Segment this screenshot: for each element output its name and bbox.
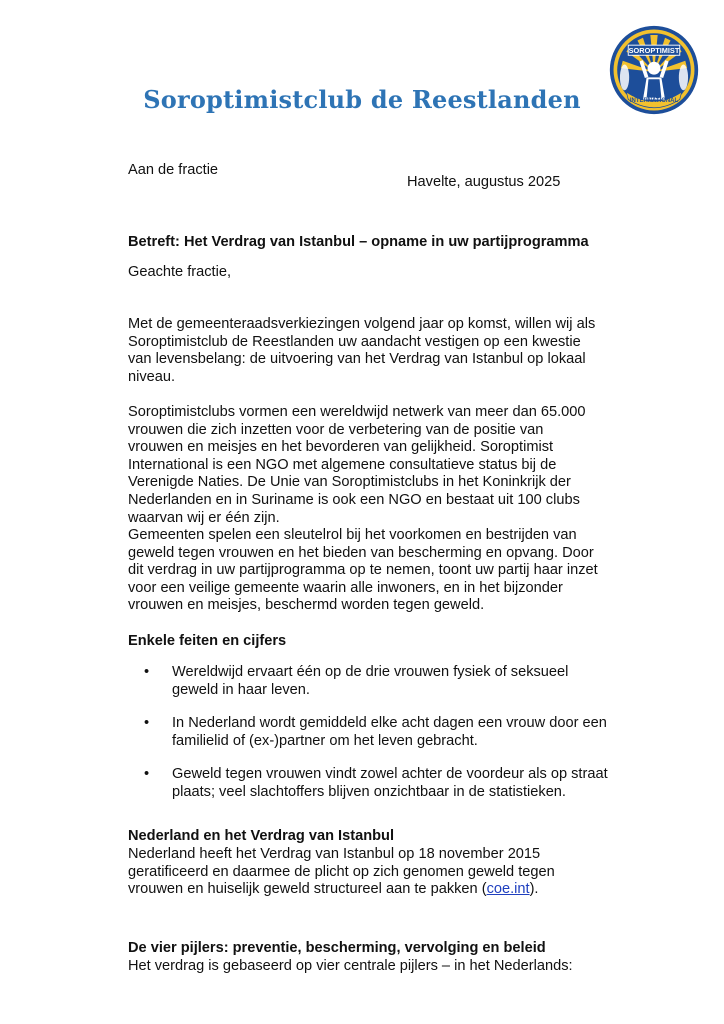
pillars-intro: Het verdrag is gebaseerd op vier centrale pijlers – in het Nederlands: — [128, 958, 573, 974]
paragraph-intro: Met de gemeenteraadsverkiezingen volgend jaar op komst, willen wij als Soroptimistclub de Reestlanden uw aandacht vestigen op een kwestie van levensbelang: de uitvoering van het Verdrag van Istanbul op lokaal niveau. — [128, 316, 596, 385]
facts-list — [128, 664, 608, 818]
netherlands-paragraph: Nederland heeft het Verdrag van Istanbul op 18 november 2015 geratificeerd en daarmee de plicht op zich genomen geweld tegen vrouwen en huiselijk geweld structureel aan te pakken (coe.int). — [128, 846, 555, 898]
facts-heading: Enkele feiten en cijfers — [128, 633, 287, 649]
subject-line: Betreft: Het Verdrag van Istanbul – opname in uw partijprogramma — [128, 234, 589, 250]
pillars-heading: De vier pijlers: preventie, bescherming, vervolging en beleid — [128, 940, 546, 956]
salutation: Geachte fractie, — [128, 264, 232, 280]
bullet-icon: • — [144, 715, 150, 732]
place-date: Havelte, augustus 2025 — [407, 174, 561, 190]
svg-text:INTERNATIONAL: INTERNATIONAL — [629, 98, 679, 105]
paragraph-municipalities: Gemeenten spelen een sleutelrol bij het voorkomen en bestrijden van geweld tegen vrouwen en het bieden van bescherming en opvang. Door dit verdrag in uw partijprogramma op te nemen, toont uw partij haar inzet voor een veilige gemeente waarin alle inwoners, en in het bijzonder vrouwen en meisjes, beschermd worden tegen geweld. — [128, 527, 598, 614]
fact-item: • Geweld tegen vrouwen vindt zowel achter de voordeur als op straat plaats; veel slachtoffers blijven onzichtbaar in de statistieken. — [144, 766, 608, 800]
bullet-icon: • — [144, 766, 150, 783]
fact-item: • Wereldwijd ervaart één op de drie vrouwen fysiek of seksueel geweld in haar leven. — [144, 664, 569, 698]
bullet-icon: • — [144, 664, 150, 680]
paragraph-soroptimist: Soroptimistclubs vormen een wereldwijd netwerk van meer dan 65.000 vrouwen die zich inzetten voor de verbetering van de positie van vrouwen en meisjes en het bevorderen van gelijkheid. Soroptimist International is een NGO met algemene consultatieve status bij de Verenigde Naties. De Unie van Soroptimistclubs in het Koninkrijk der Nederlanden en in Suriname is ook een NGO en bestaat uit 100 clubs waarvan wij er één zijn. — [128, 404, 586, 526]
club-title: Soroptimistclub de Reestlanden — [143, 85, 581, 114]
coe-int-link[interactable]: coe.int — [486, 881, 530, 898]
svg-text:SOROPTIMIST: SOROPTIMIST — [628, 45, 680, 55]
netherlands-heading: Nederland en het Verdrag van Istanbul — [128, 828, 395, 844]
addressee: Aan de fractie — [128, 162, 219, 178]
fact-item: • In Nederland wordt gemiddeld elke acht dagen een vrouw door een familielid of (ex-)partner om het leven gebracht. — [144, 715, 607, 749]
